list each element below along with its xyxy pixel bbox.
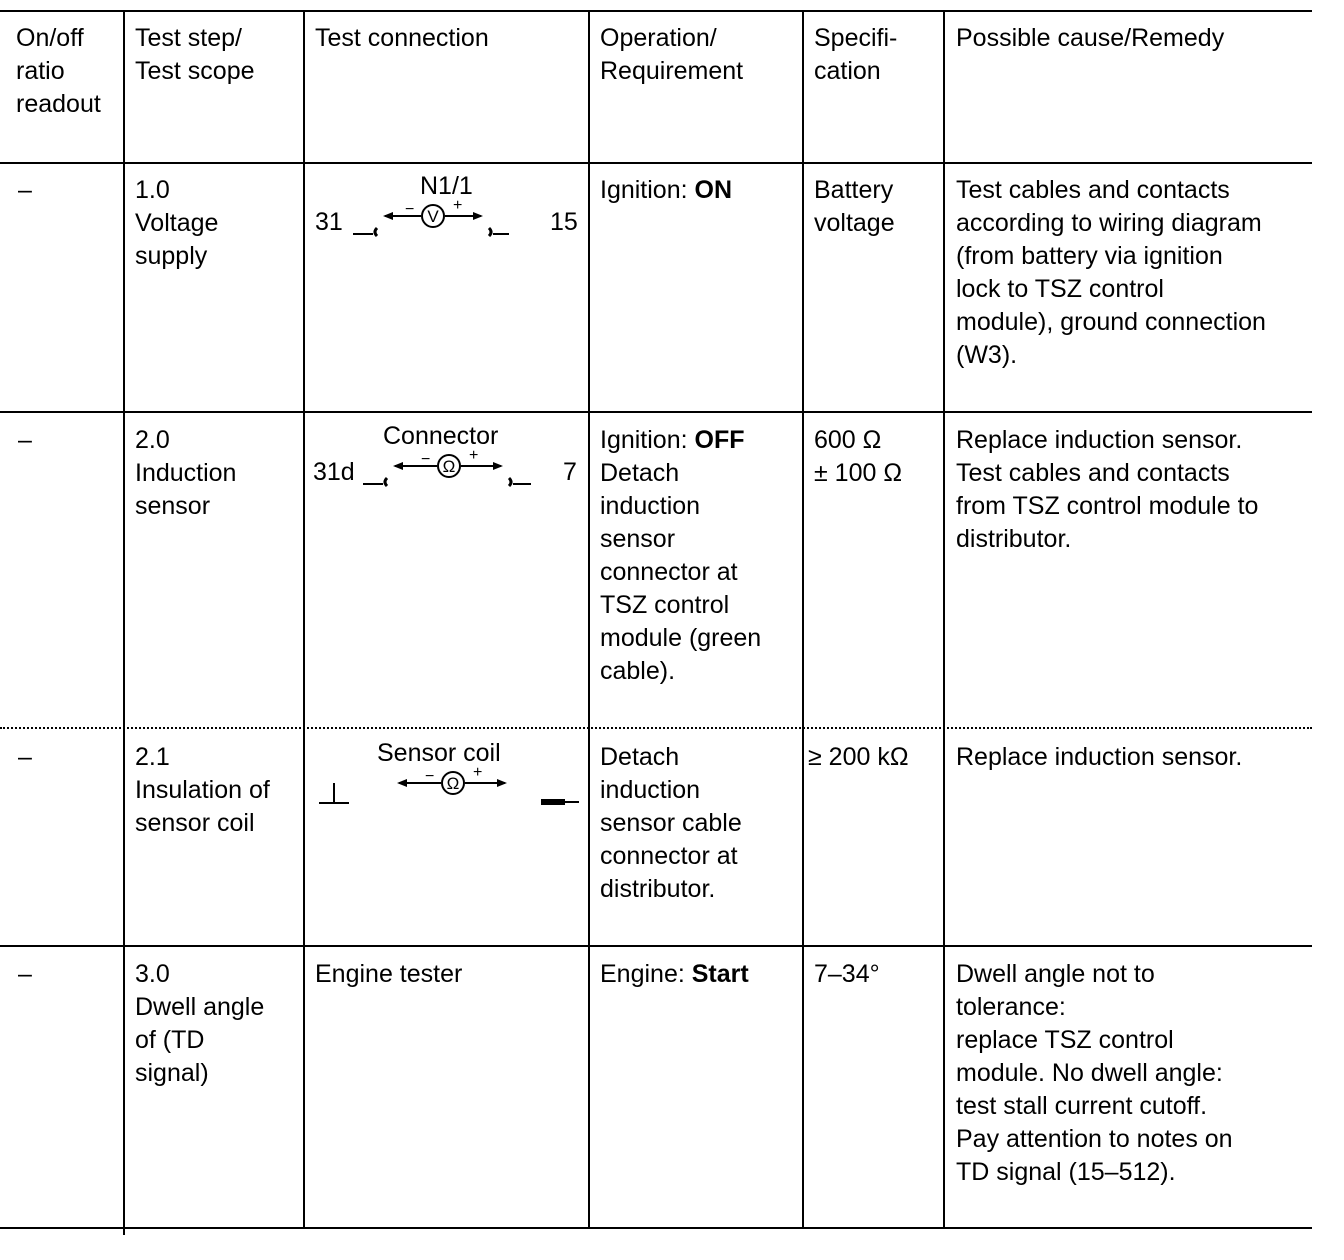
diagram-right-terminal: 7	[563, 458, 577, 486]
row-readout: –	[18, 960, 32, 988]
test-connection-diagram	[305, 739, 587, 819]
header-operation: Operation/ Requirement	[600, 24, 744, 85]
column-divider	[943, 10, 945, 1229]
row-readout: –	[18, 743, 32, 771]
diagram-title: Sensor coil	[377, 739, 501, 767]
row-step-number: 2.0	[135, 426, 170, 454]
column-divider	[123, 10, 125, 1235]
row-step-number: 2.1	[135, 743, 170, 771]
diagram-title: Connector	[383, 422, 499, 450]
row-step-scope: Dwell angle of (TD signal)	[135, 993, 265, 1087]
header-test-step: Test step/ Test scope	[135, 24, 255, 85]
row-operation: Ignition: ON	[600, 176, 733, 204]
row-step-number: 3.0	[135, 960, 170, 988]
connector-plug-icon	[535, 791, 585, 821]
row-remedy: Replace induction sensor. Test cables and contacts from TSZ control module to distributor.	[956, 426, 1259, 553]
row-operation: Detach induction sensor cable connector at distributor.	[600, 743, 742, 903]
row-operation: Ignition: OFF Detach induction sensor connector at TSZ control module (green cable).	[600, 426, 762, 685]
meter-label: Ω	[446, 774, 460, 793]
svg-text:−: −	[425, 768, 435, 785]
diagram-right-terminal: 15	[550, 208, 578, 236]
row-divider	[0, 945, 1312, 947]
ohmmeter-symbol	[393, 764, 533, 807]
row-specification: 600 Ω ± 100 Ω	[814, 426, 903, 487]
row-specification: ≥ 200 kΩ	[808, 743, 909, 771]
row-specification: 7–34°	[814, 960, 880, 988]
ground-symbol	[315, 775, 355, 815]
header-divider	[0, 162, 1312, 164]
row-step-scope: Induction sensor	[135, 459, 237, 520]
meter-label: V	[427, 207, 439, 226]
row-divider	[0, 411, 1312, 413]
header-remedy: Possible cause/Remedy	[956, 24, 1225, 52]
row-step-scope: Insulation of sensor coil	[135, 776, 270, 837]
test-connection-diagram	[305, 172, 587, 252]
svg-text:+: +	[469, 447, 479, 464]
header-readout: On/off ratio readout	[16, 24, 101, 118]
row-remedy: Dwell angle not to tolerance: replace TSZ control module. No dwell angle: test stall current cutoff. Pay attention to notes on TD signal (15–512).	[956, 960, 1233, 1186]
row-step-scope: Voltage supply	[135, 209, 219, 270]
svg-text:+: +	[453, 197, 463, 214]
row-divider-dotted	[0, 727, 1312, 729]
row-readout: –	[18, 176, 32, 204]
meter-label: Ω	[442, 457, 456, 476]
svg-text:−: −	[421, 451, 431, 468]
voltmeter-symbol	[347, 197, 557, 250]
column-divider	[588, 10, 590, 1229]
header-specification: Specifi- cation	[814, 24, 898, 85]
column-divider	[802, 10, 804, 1229]
diagram-left-terminal: 31d	[313, 458, 355, 486]
row-connection: Engine tester	[315, 960, 463, 988]
row-remedy: Replace induction sensor.	[956, 743, 1243, 771]
row-operation: Engine: Start	[600, 960, 749, 988]
ohmmeter-symbol	[357, 447, 577, 500]
diagram-title: N1/1	[420, 172, 473, 200]
diagram-left-terminal: 31	[315, 208, 343, 236]
svg-text:+: +	[473, 764, 483, 781]
table-bottom-border	[0, 1227, 1312, 1229]
svg-text:−: −	[405, 201, 415, 218]
row-step-number: 1.0	[135, 176, 170, 204]
row-specification: Battery voltage	[814, 176, 895, 237]
header-test-connection: Test connection	[315, 24, 489, 52]
row-remedy: Test cables and contacts according to wiring diagram (from battery via ignition lock to TSZ control module), ground connection (W3).	[956, 176, 1266, 369]
test-connection-diagram	[305, 422, 587, 502]
table-top-border	[0, 10, 1312, 12]
row-readout: –	[18, 426, 32, 454]
